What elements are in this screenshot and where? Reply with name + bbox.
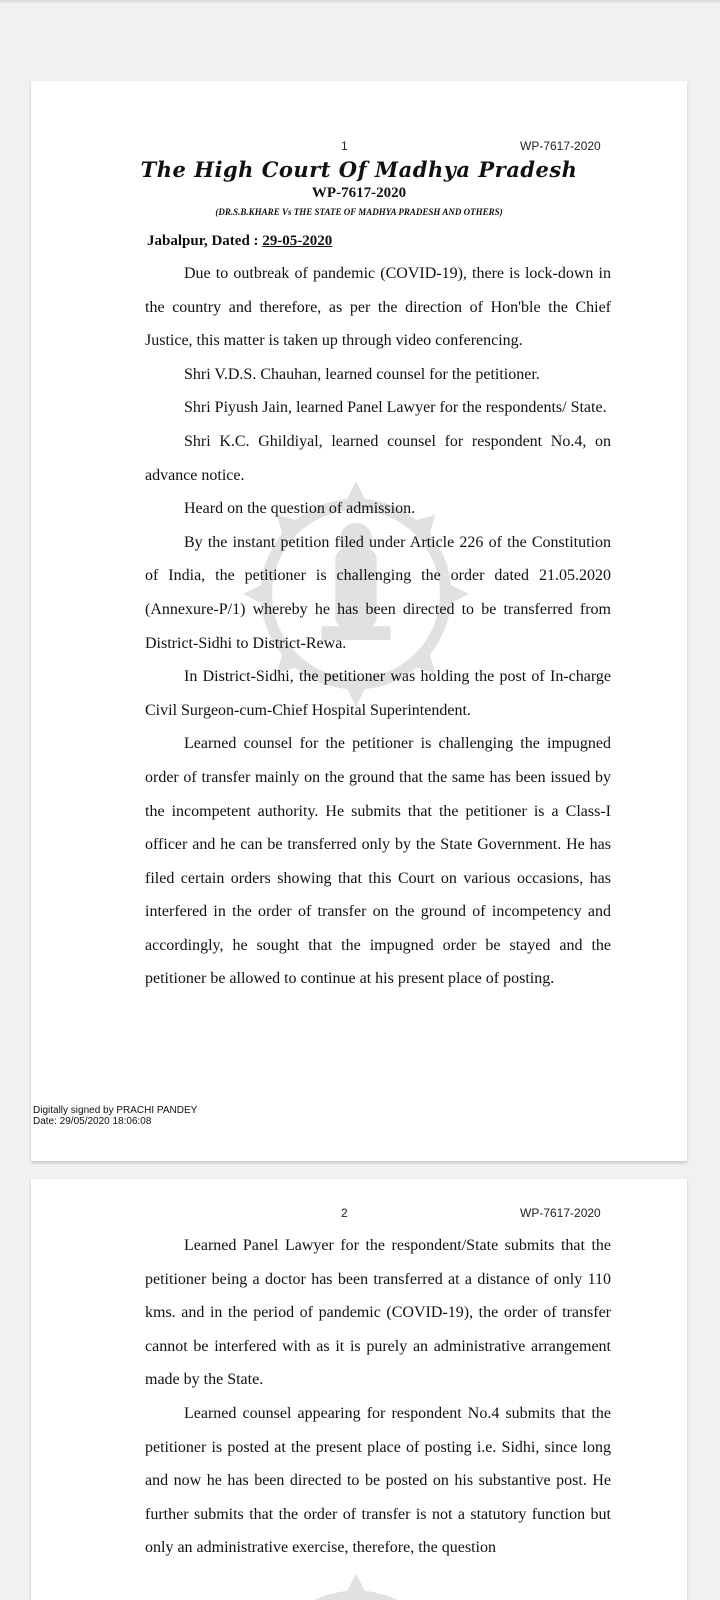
- paragraph: Learned counsel for the petitioner is challenging the impugned order of transfer mainly on the ground that the same has been issued by the incompetent authority. He submits that the petitioner is a Class-I officer and he can be transferred only by the State Government. He has filed certain orders showing that this Court on various occasions, has interfered in the order of transfer on the ground of incompetency and accordingly, he sought that the impugned order be stayed and the petitioner be allowed to continue at his present place of posting.: [145, 735, 611, 988]
- paragraph: Learned Panel Lawyer for the respondent/State submits that the petitioner being a doctor has been transferred at a distance of only 110 kms. and in the period of pandemic (COVID-19), the order of transfer cannot be interfered with as it is purely an administrative arrangement made by the State.: [145, 1237, 611, 1389]
- dated-line: [147, 233, 332, 250]
- order-body-page-2: [145, 1229, 611, 1565]
- paragraph: Shri V.D.S. Chauhan, learned counsel for the petitioner.: [184, 365, 540, 383]
- paragraph: Heard on the question of admission.: [184, 500, 416, 518]
- court-title: The High Court Of Madhya Pradesh: [140, 157, 578, 182]
- viewer-top-edge: [0, 0, 720, 4]
- order-body-page-1: [145, 257, 611, 996]
- paragraph: By the instant petition filed under Article 226 of the Constitution of India, the petitioner is challenging the order dated 21.05.2020 (Annexure-P/1) whereby he has been directed to be transferred from District-Sidhi to District-Rewa.: [145, 533, 611, 652]
- paragraph: Shri Piyush Jain, learned Panel Lawyer for the respondents/ State.: [184, 399, 607, 417]
- case-reference-header: WP-7617-2020: [520, 1206, 601, 1220]
- page-number: 1: [341, 139, 348, 153]
- case-number: WP-7617-2020: [311, 185, 407, 201]
- signature-signer: Digitally signed by PRACHI PANDEY: [33, 1105, 198, 1116]
- paragraph: Due to outbreak of pandemic (COVID-19), there is lock-down in the country and therefore, as per the direction of Hon'ble the Chief Justice, this matter is taken up through video conferencing.: [145, 265, 611, 350]
- document-page-2: [31, 1179, 687, 1600]
- parties-line: (DR.S.B.KHARE Vs THE STATE OF MADHYA PRADESH AND OTHERS): [215, 207, 503, 217]
- document-page-1: [31, 81, 687, 1161]
- case-reference-header: WP-7617-2020: [520, 139, 601, 153]
- digital-signature: [33, 1105, 197, 1127]
- signature-date: Date: 29/05/2020 18:06:08: [33, 1116, 152, 1127]
- paragraph: Learned counsel appearing for respondent No.4 submits that the petitioner is posted at the present place of posting i.e. Sidhi, since long and now he has been directed to be posted on his substantive post. He further submits that the order of transfer is not a statutory function but only an administrative exercise, therefore, the question: [145, 1404, 611, 1557]
- page-number: 2: [341, 1206, 348, 1220]
- paragraph: Shri K.C. Ghildiyal, learned counsel for respondent No.4, on advance notice.: [145, 432, 611, 484]
- emblem-seal-icon: [241, 1571, 471, 1600]
- paragraph: In District-Sidhi, the petitioner was holding the post of In-charge Civil Surgeon-cum-Chief Hospital Superintendent.: [145, 668, 611, 719]
- dated-value: 29-05-2020: [262, 233, 333, 249]
- dated-label: Jabalpur, Dated :: [147, 233, 263, 249]
